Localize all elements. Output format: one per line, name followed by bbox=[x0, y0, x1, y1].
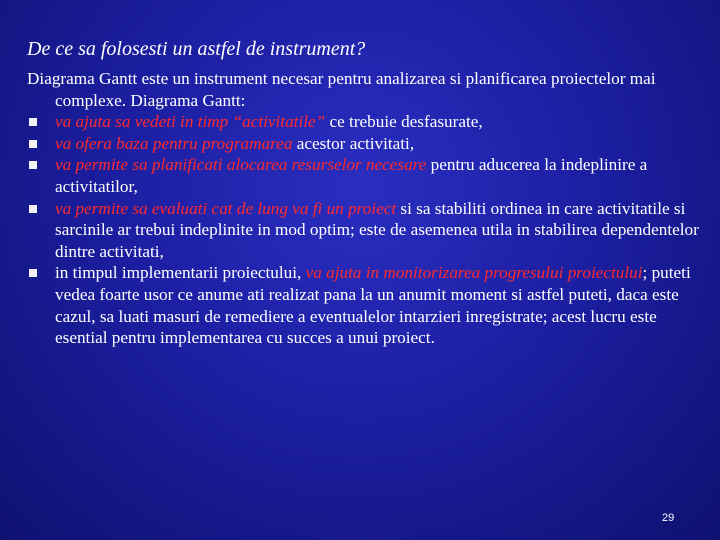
bullet-text: ; puteti vedea foarte usor ce anume ati realizat pana la un anumit moment si astfel puteti, daca este cazul, sa luati masuri de remediere a eventualelor intarzieri inregistrate; acest lucru este esential pentru implementarea cu succes a unui proiect. bbox=[55, 263, 691, 348]
slide-body bbox=[27, 68, 702, 349]
square-bullet-icon bbox=[29, 269, 37, 277]
slide-title: De ce sa folosesti un astfel de instrument? bbox=[27, 38, 366, 60]
page-number: 29 bbox=[662, 512, 675, 524]
bullet-text: ce trebuie desfasurate, bbox=[329, 112, 483, 132]
bullet-item bbox=[27, 262, 702, 348]
bullet-text-emphasis: va ofera baza pentru programarea bbox=[55, 133, 297, 153]
square-bullet-icon bbox=[29, 161, 37, 169]
bullet-item bbox=[27, 198, 702, 263]
bullet-text: acestor activitati, bbox=[296, 133, 415, 153]
bullet-text: in timpul implementarii proiectului, bbox=[55, 263, 306, 283]
bullet-text-emphasis: va permite sa evaluati cat de lung va fi un proiect bbox=[55, 198, 401, 218]
bullet-text: si sa stabiliti ordinea in care activitatile si sarcinile ar trebui indeplinite in mod optim; este de asemenea utila in stabilirea dependentelor dintre activitati, bbox=[55, 198, 699, 261]
bullet-list bbox=[27, 111, 702, 349]
bullet-item bbox=[27, 133, 702, 155]
bullet-text-emphasis: va ajuta in monitorizarea progresului proiectului bbox=[305, 263, 643, 283]
bullet-text-emphasis: va permite sa planificati alocarea resurselor necesare bbox=[55, 155, 431, 175]
square-bullet-icon bbox=[29, 205, 37, 213]
bullet-text: pentru aducerea la indeplinire a activitatilor, bbox=[55, 155, 648, 196]
bullet-text-emphasis: va ajuta sa vedeti in timp “activitatile” bbox=[55, 112, 330, 132]
intro-paragraph: Diagrama Gantt este un instrument necesar pentru analizarea si planificarea proiectelor mai complexe. Diagrama Gantt: bbox=[27, 69, 656, 110]
bullet-item bbox=[27, 111, 702, 133]
square-bullet-icon bbox=[29, 140, 37, 148]
square-bullet-icon bbox=[29, 118, 37, 126]
bullet-item bbox=[27, 154, 702, 197]
